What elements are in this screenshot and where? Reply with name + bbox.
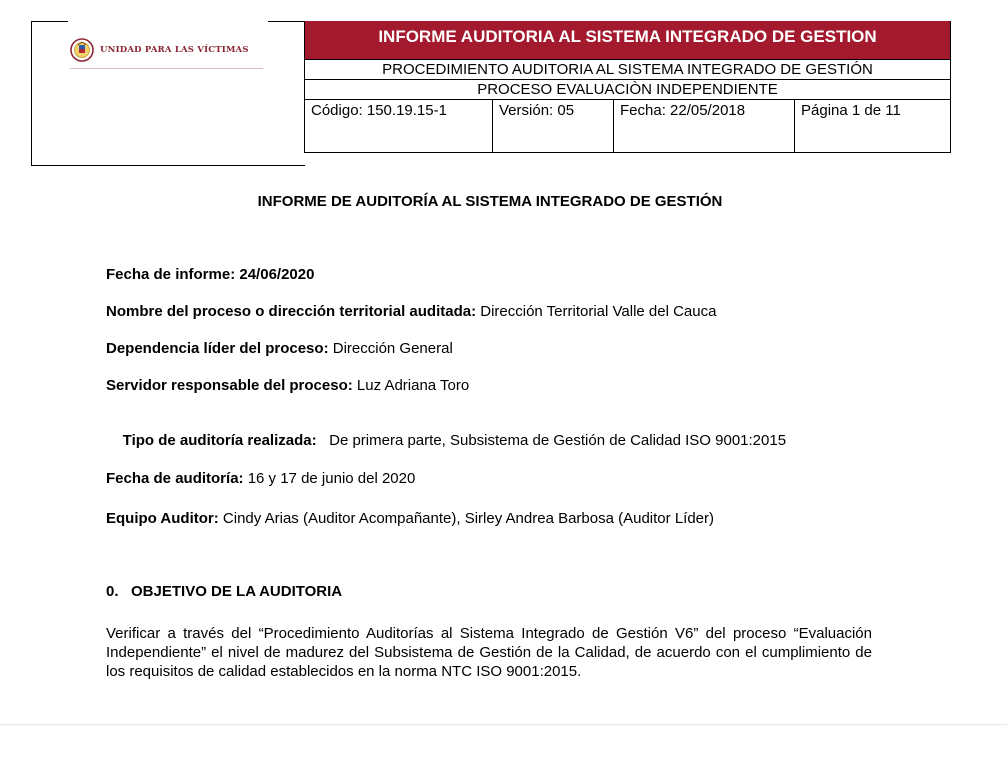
header-table	[304, 59, 951, 153]
process-name: PROCESO EVALUACIÒN INDEPENDIENTE	[305, 80, 951, 100]
header-border	[32, 21, 68, 22]
document-code: Código: 150.19.15-1	[305, 100, 493, 153]
logo-text: UNIDAD PARA LAS VÍCTIMAS	[100, 45, 249, 55]
document-version: Versión: 05	[493, 100, 614, 153]
field-value: 24/06/2020	[235, 266, 315, 283]
header-border	[268, 21, 305, 22]
field-label: Dependencia líder del proceso:	[106, 340, 329, 357]
field-value: Dirección Territorial Valle del Cauca	[476, 303, 717, 320]
procedure-name: PROCEDIMIENTO AUDITORIA AL SISTEMA INTEGRADO DE GESTIÓN	[305, 60, 951, 80]
logo	[70, 35, 263, 65]
section-body: Verificar a través del “Procedimiento Auditorías al Sistema Integrado de Gestión V6” del proceso “Evaluación Independiente” el nivel de madurez del Subsistema de Gestión de la Calidad, de acuerdo con el cumplimiento de los requisitos de calidad establecidos en la norma NTC ISO 9001:2015.	[106, 625, 872, 680]
field-value: Cindy Arias (Auditor Acompañante), Sirley Andrea Barbosa (Auditor Líder)	[218, 510, 714, 527]
field-report-date	[106, 265, 872, 284]
coat-of-arms-icon	[70, 38, 94, 62]
document-title: INFORME DE AUDITORÍA AL SISTEMA INTEGRADO DE GESTIÓN	[257, 193, 723, 210]
document-date: Fecha: 22/05/2018	[614, 100, 795, 153]
field-responsible-officer	[106, 376, 872, 395]
field-label: Nombre del proceso o dirección territorial auditada:	[106, 303, 477, 320]
field-audit-date	[106, 469, 872, 488]
field-audit-team	[106, 509, 872, 528]
field-label: Fecha de informe:	[106, 266, 236, 283]
field-audit-type	[106, 412, 872, 469]
header-logo-cell	[31, 21, 305, 166]
page-bottom-divider	[0, 724, 1007, 725]
field-audited-process	[106, 302, 872, 321]
logo-divider	[70, 68, 263, 69]
report-header-title: INFORME AUDITORIA AL SISTEMA INTEGRADO DE GESTION	[304, 21, 951, 59]
field-label: Servidor responsable del proceso:	[106, 377, 353, 394]
field-value: Dirección General	[328, 340, 453, 357]
field-lead-department	[106, 339, 872, 358]
page-number: Página 1 de 11	[795, 100, 951, 153]
field-label: Equipo Auditor:	[106, 510, 219, 527]
field-value: De primera parte, Subsistema de Gestión de Calidad ISO 9001:2015	[316, 432, 787, 449]
field-value: 16 y 17 de junio del 2020	[243, 470, 416, 487]
section-heading: 0. OBJETIVO DE LA AUDITORIA	[106, 583, 343, 600]
field-value: Luz Adriana Toro	[352, 377, 470, 394]
field-label: Fecha de auditoría:	[106, 470, 244, 487]
field-label: Tipo de auditoría realizada:	[122, 432, 317, 449]
